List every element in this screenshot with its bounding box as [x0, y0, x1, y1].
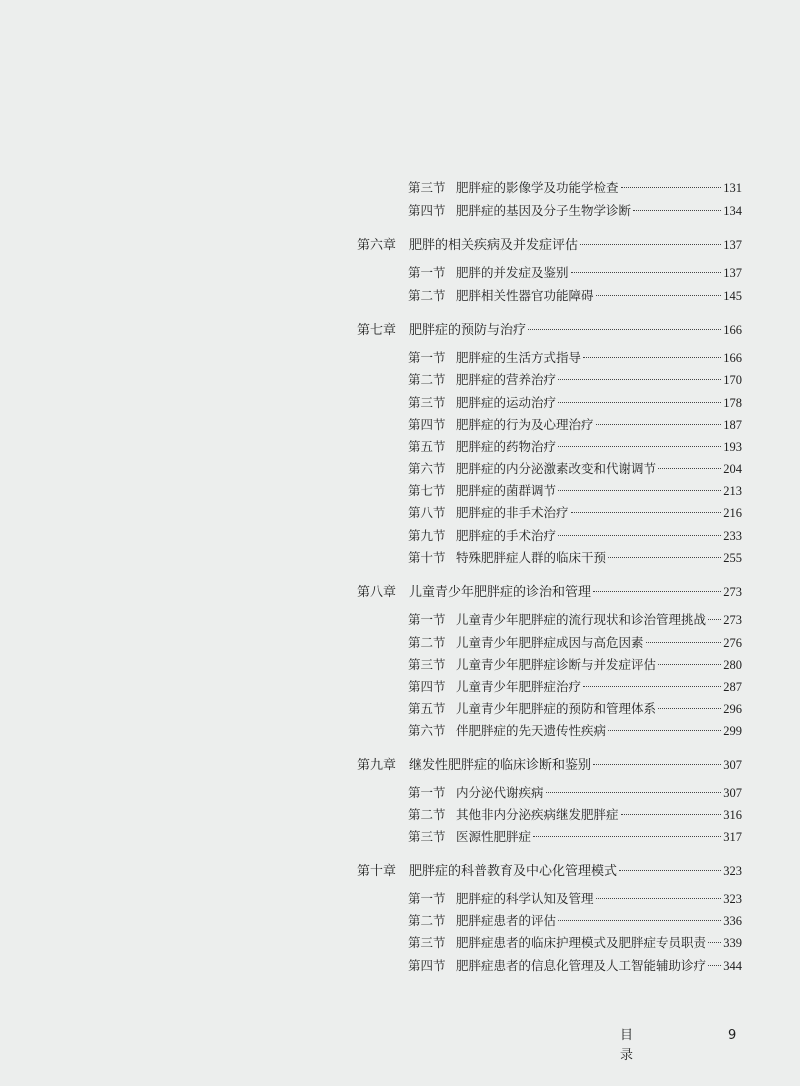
- toc-entry-number: 第七节: [408, 483, 446, 498]
- toc-section-entry[interactable]: [408, 415, 742, 435]
- toc-section-entry[interactable]: [408, 655, 742, 675]
- toc-entry-title: 肥胖症的营养治疗: [456, 372, 557, 387]
- toc-entry-title: 伴肥胖症的先天遗传性疾病: [456, 723, 607, 738]
- dot-leader: [658, 468, 721, 469]
- toc-section-entry[interactable]: [408, 178, 742, 198]
- toc-entry-page: 339: [723, 936, 742, 950]
- toc-entry-page: 307: [723, 758, 742, 772]
- toc-entry-title: 肥胖症的菌群调节: [456, 483, 557, 498]
- toc-entry-page: 233: [723, 529, 742, 543]
- toc-entry-title: 肥胖症的预防与治疗: [409, 323, 527, 338]
- toc-chapter-entry[interactable]: [357, 582, 742, 602]
- toc-entry-page: 187: [723, 418, 742, 432]
- toc-entry-page: 134: [723, 204, 742, 218]
- toc-section-entry[interactable]: [408, 633, 742, 653]
- toc-entry-title: 肥胖症的药物治疗: [456, 439, 557, 454]
- dot-leader: [596, 898, 722, 899]
- toc-entry-number: 第一节: [408, 612, 446, 627]
- toc-section-entry[interactable]: [408, 370, 742, 390]
- toc-entry-number: 第二节: [408, 288, 446, 303]
- toc-chapter-entry[interactable]: [357, 861, 742, 881]
- toc-entry-number: 第六节: [408, 461, 446, 476]
- toc-entry-page: 137: [723, 238, 742, 252]
- toc-entry-page: 137: [723, 266, 742, 280]
- toc-section-entry[interactable]: [408, 526, 742, 546]
- toc-entry-title: 儿童青少年肥胖症诊断与并发症评估: [456, 657, 657, 672]
- toc-entry-page: 170: [723, 373, 742, 387]
- toc-entry-number: 第一节: [408, 785, 446, 800]
- footer-label: 目录: [620, 1028, 652, 1063]
- toc-entry-number: 第四节: [408, 679, 446, 694]
- dot-leader: [558, 490, 721, 491]
- toc-entry-number: 第八节: [408, 505, 446, 520]
- toc-entry-title: 肥胖症的科普教育及中心化管理模式: [409, 864, 618, 879]
- toc-entry-page: 280: [723, 658, 742, 672]
- toc-entry-number: 第七章: [357, 323, 397, 338]
- toc-entry-title: 内分泌代谢疾病: [456, 785, 544, 800]
- toc-entry-title: 肥胖症的行为及心理治疗: [456, 417, 594, 432]
- toc-entry-title: 肥胖症的生活方式指导: [456, 350, 582, 365]
- toc-entry-title: 其他非内分泌疾病继发肥胖症: [456, 807, 619, 822]
- toc-entry-page: 317: [723, 830, 742, 844]
- dot-leader: [708, 965, 721, 966]
- dot-leader: [619, 870, 721, 871]
- toc-section-entry[interactable]: [408, 459, 742, 479]
- toc-entry-number: 第四节: [408, 203, 446, 218]
- toc-entry-page: 287: [723, 680, 742, 694]
- toc-entry-page: 344: [723, 959, 742, 973]
- toc-entry-number: 第三节: [408, 395, 446, 410]
- dot-leader: [583, 357, 721, 358]
- toc-entry-title: 肥胖症患者的临床护理模式及肥胖症专员职责: [456, 935, 707, 950]
- toc-entry-number: 第五节: [408, 439, 446, 454]
- toc-entry-page: 255: [723, 551, 742, 565]
- toc-entry-page: 131: [723, 181, 742, 195]
- toc-entry-page: 307: [723, 786, 742, 800]
- toc-entry-title: 肥胖症的科学认知及管理: [456, 891, 594, 906]
- toc-section-entry[interactable]: [408, 503, 742, 523]
- dot-leader: [621, 187, 722, 188]
- dot-leader: [593, 764, 721, 765]
- toc-entry-page: 299: [723, 724, 742, 738]
- toc-section-entry[interactable]: [408, 956, 742, 976]
- dot-leader: [528, 329, 721, 330]
- toc-chapter-entry[interactable]: [357, 755, 742, 775]
- toc-entry-title: 肥胖的并发症及鉴别: [456, 265, 569, 280]
- toc-section-entry[interactable]: [408, 286, 742, 306]
- toc-entry-title: 儿童青少年肥胖症治疗: [456, 679, 582, 694]
- dot-leader: [558, 402, 721, 403]
- dot-leader: [558, 920, 721, 921]
- toc-entry-number: 第四节: [408, 417, 446, 432]
- toc-entry-page: 145: [723, 289, 742, 303]
- toc-section-entry[interactable]: [408, 783, 742, 803]
- dot-leader: [646, 642, 722, 643]
- toc-entry-page: 193: [723, 440, 742, 454]
- toc-entry-page: 216: [723, 506, 742, 520]
- toc-section-entry[interactable]: [408, 827, 742, 847]
- dot-leader: [608, 557, 721, 558]
- toc-section-entry[interactable]: [408, 721, 742, 741]
- toc-entry-title: 肥胖症的内分泌激素改变和代谢调节: [456, 461, 657, 476]
- dot-leader: [593, 591, 721, 592]
- toc-entry-title: 特殊肥胖症人群的临床干预: [456, 550, 607, 565]
- dot-leader: [580, 244, 721, 245]
- toc-entry-title: 肥胖症的非手术治疗: [456, 505, 569, 520]
- toc-entry-title: 肥胖相关性器官功能障碍: [456, 288, 594, 303]
- toc-chapter-entry[interactable]: [357, 235, 742, 255]
- dot-leader: [533, 836, 721, 837]
- toc-entry-page: 166: [723, 351, 742, 365]
- toc-section-entry[interactable]: [408, 201, 742, 221]
- dot-leader: [558, 446, 721, 447]
- toc-section-entry[interactable]: [408, 610, 742, 630]
- toc-entry-title: 医源性肥胖症: [456, 829, 532, 844]
- toc-entry-number: 第十章: [357, 864, 397, 879]
- toc-entry-number: 第五节: [408, 701, 446, 716]
- toc-section-entry[interactable]: [408, 677, 742, 697]
- toc-entry-number: 第一节: [408, 265, 446, 280]
- toc-section-entry[interactable]: [408, 911, 742, 931]
- toc-entry-page: 276: [723, 636, 742, 650]
- toc-entry-page: 323: [723, 892, 742, 906]
- toc-entry-number: 第三节: [408, 657, 446, 672]
- dot-leader: [596, 424, 722, 425]
- toc-entry-title: 肥胖症的影像学及功能学检查: [456, 180, 619, 195]
- toc-section-entry[interactable]: [408, 348, 742, 368]
- toc-entry-number: 第三节: [408, 935, 446, 950]
- toc-entry-number: 第二节: [408, 635, 446, 650]
- toc-section-entry[interactable]: [408, 548, 742, 568]
- toc-entry-page: 336: [723, 914, 742, 928]
- toc-section-entry[interactable]: [408, 393, 742, 413]
- toc-entry-number: 第三节: [408, 180, 446, 195]
- toc-section-entry[interactable]: [408, 699, 742, 719]
- toc-section-entry[interactable]: [408, 933, 742, 953]
- dot-leader: [708, 619, 721, 620]
- dot-leader: [596, 295, 722, 296]
- page-number: 9: [728, 1028, 737, 1043]
- dot-leader: [571, 272, 722, 273]
- toc-entry-title: 肥胖的相关疾病及并发症评估: [409, 238, 579, 253]
- toc-entry-title: 儿童青少年肥胖症的预防和管理体系: [456, 701, 657, 716]
- dot-leader: [583, 686, 721, 687]
- toc-section-entry[interactable]: [408, 481, 742, 501]
- toc-entry-number: 第三节: [408, 829, 446, 844]
- toc-section-entry[interactable]: [408, 889, 742, 909]
- toc-entry-number: 第一节: [408, 350, 446, 365]
- toc-entry-number: 第八章: [357, 585, 397, 600]
- toc-entry-title: 肥胖症的手术治疗: [456, 528, 557, 543]
- toc-section-entry[interactable]: [408, 805, 742, 825]
- toc-section-entry[interactable]: [408, 263, 742, 283]
- toc-entry-title: 儿童青少年肥胖症成因与高危因素: [456, 635, 644, 650]
- dot-leader: [558, 535, 721, 536]
- toc-entry-title: 继发性肥胖症的临床诊断和鉴别: [409, 758, 592, 773]
- toc-entry-title: 儿童青少年肥胖症的流行现状和诊治管理挑战: [456, 612, 707, 627]
- dot-leader: [571, 512, 722, 513]
- toc-chapter-entry[interactable]: [357, 320, 742, 340]
- toc-entry-number: 第九章: [357, 758, 397, 773]
- toc-entry-number: 第二节: [408, 807, 446, 822]
- toc-entry-page: 204: [723, 462, 742, 476]
- toc-entry-title: 肥胖症患者的评估: [456, 913, 557, 928]
- toc-entry-number: 第二节: [408, 372, 446, 387]
- toc-entry-page: 316: [723, 808, 742, 822]
- dot-leader: [633, 210, 721, 211]
- dot-leader: [708, 942, 721, 943]
- toc-entry-number: 第二节: [408, 913, 446, 928]
- toc-entry-page: 178: [723, 396, 742, 410]
- toc-entry-number: 第九节: [408, 528, 446, 543]
- toc-entry-number: 第六节: [408, 723, 446, 738]
- dot-leader: [658, 708, 721, 709]
- toc-entry-page: 323: [723, 864, 742, 878]
- toc-entry-title: 肥胖症的运动治疗: [456, 395, 557, 410]
- toc-entry-number: 第十节: [408, 550, 446, 565]
- toc-entry-page: 273: [723, 613, 742, 627]
- toc-section-entry[interactable]: [408, 437, 742, 457]
- toc-entry-title: 儿童青少年肥胖症的诊治和管理: [409, 585, 592, 600]
- toc-entry-title: 肥胖症的基因及分子生物学诊断: [456, 203, 632, 218]
- dot-leader: [658, 664, 721, 665]
- dot-leader: [621, 814, 722, 815]
- toc-entry-number: 第六章: [357, 238, 397, 253]
- toc-entry-number: 第一节: [408, 891, 446, 906]
- toc-entry-page: 273: [723, 585, 742, 599]
- toc-entry-title: 肥胖症患者的信息化管理及人工智能辅助诊疗: [456, 958, 707, 973]
- toc-entry-page: 296: [723, 702, 742, 716]
- dot-leader: [608, 730, 721, 731]
- dot-leader: [558, 379, 721, 380]
- toc-entry-page: 213: [723, 484, 742, 498]
- toc-entry-page: 166: [723, 323, 742, 337]
- toc-entry-number: 第四节: [408, 958, 446, 973]
- dot-leader: [546, 792, 722, 793]
